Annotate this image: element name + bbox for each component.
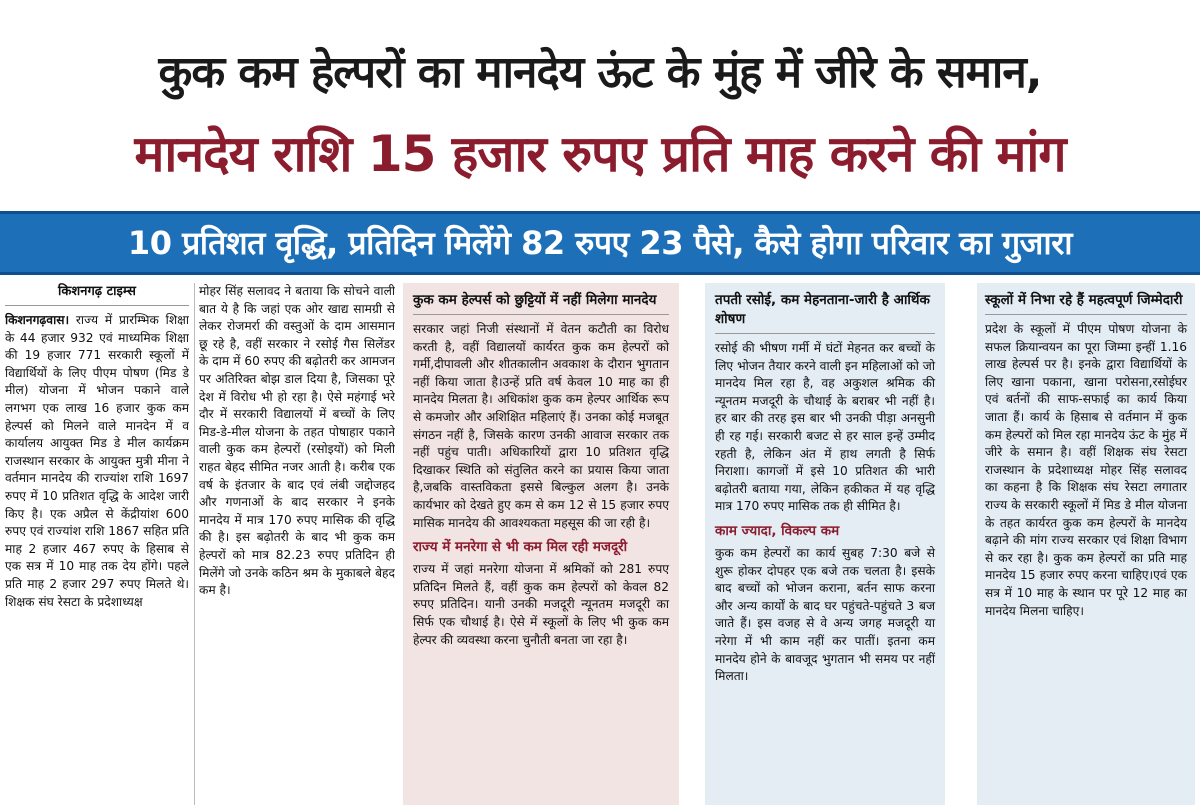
subheadline-band <box>0 211 1200 275</box>
column-1-text: राज्य में प्रारम्भिक शिक्षा के 44 हजार 932 एवं माध्यमिक शिक्षा की 19 हजार 771 सरकारी स्कूलों में विद्यार्थियों के लिए पीएम पोषण (मिड डे मील) योजना में भोजन पकाने वाले लगभग एक लाख 16 हजार कुक कम हेल्पर्स को मिलने वाले मानदेन में व कार्यालय आयुक्त मिड डे मील कार्यक्रम राजस्थान सरकार के आयुक्त मुत्री मीना ने वर्तमान मानदेय की राज्यांश राशि 1697 रुपए में 10 प्रतिशत वृद्धि के आदेश जारी किए है। एक अप्रैल से केंद्रीयांश 600 रुपए एवं राज्यांश राशि 1867 सहित प्रति माह 2 हजार 467 रुपए के हिसाब से एक सत्र में 10 माह तक देय होंगे। पहले प्रति माह 2 हजार 297 रुपए मिलते थे। शिक्षक संघ रेसटा के प्रदेशाध्यक्ष <box>5 313 189 609</box>
column-1 <box>5 283 189 805</box>
box-kitchen-body: रसोई की भीषण गर्मी में घंटों मेहनत कर बच्चों के लिए भोजन तैयार करने वाली इन महिलाओं को जो मानदेय मिल रहा है, वह अकुशल श्रमिक की न्यूनतम मजदूरी के चौथाई के बराबर भी नहीं है। हर बार की तरह इस बार भी उनकी पीड़ा अनसुनी ही रह गई। सरकारी बजट से हर साल इन्हें उम्मीद रहती है, लेकिन अंत में हाथ लगती है सिर्फ निराशा। कागजों में इसे 10 प्रतिशत की भारी बढ़ोतरी बताया गया, लेकिन हकीकत में यह वृद्धि मात्र 170 रुपए मासिक तक ही सीमित है। <box>715 341 935 514</box>
box-mnrega-body: राज्य में जहां मनरेगा योजना में श्रमिकों को 281 रुपए प्रतिदिन मिलते हैं, वहीं कुक कम हेल्परों को केवल 82 रुपए प्रतिदिन। यानी उनकी मजदूरी न्यूनतम मजदूरी का सिर्फ एक चौथाई है। ऐसे में स्कूलों के लिए भी कुक कम हेल्पर की व्यवस्था करना चुनौती बनता जा रहा है। <box>413 562 669 647</box>
subheadline: 10 प्रतिशत वृद्धि, प्रतिदिन मिलेंगे 82 रुपए 23 पैसे, कैसे होगा परिवार का गुजारा <box>127 224 1073 262</box>
box-workload-body: कुक कम हेल्परों का कार्य सुबह 7:30 बजे से शुरू होकर दोपहर एक बजे तक चलता है। इसके बाद बच्चों को भोजन कराना, बर्तन साफ करना और अन्य कार्यों के बाद घर पहुंचते-पहुंचते 3 बज जाते हैं। इस वजह से वे अन्य जगह मजदूरी या नरेगा में भी काम नहीं कर पातीं। इतना कम मानदेय होने के बावजूद भुगतान भी समय पर नहीं मिलता। <box>715 545 935 684</box>
box-rule <box>715 333 935 334</box>
box-kitchen-heading: तपती रसोई, कम मेहनताना-जारी है आर्थिक शोषण <box>715 292 930 327</box>
headline-line-1: कुक कम हेल्परों का मानदेय ऊंट के मुंह में जीरे के समान, <box>158 47 1042 98</box>
box-workload-heading: काम ज्यादा, विकल्प कम <box>715 522 840 539</box>
box-mnrega-heading: राज्य में मनरेगा से भी कम मिल रही मजदूरी <box>413 539 628 556</box>
byline: किशनगढ़ टाइम्स <box>58 284 136 299</box>
box-responsibility-heading: स्कूलों में निभा रहे हैं महत्वपूर्ण जिम्मेदारी <box>985 292 1183 308</box>
column-2-body: मोहर सिंह सलावद ने बताया कि सोचने वाली बात ये है कि जहां एक ओर खाद्य सामग्री से लेकर रोजमर्रा की वस्तुओं के दाम आसमान छू रहे है, वहीं सरकार ने रसोई गैस सिलेंडर के दाम में 60 रुपए की बढ़ोतरी कर आमजन पर अतिरिक्त बोझ डाल दिया है, जिसका पूरे देश में विरोध भी हो रहा है। ऐसे महंगाई भरे दौर में सरकारी विद्यालयों में बच्चों के लिए मिड-डे-मील योजना के तहत पोषाहार पकाने वाली कुक कम हेल्परों (रसोइयों) को मिली राहत बेहद सीमित नजर आती है। करीब एक वर्ष के इंतजार के बाद एवं लंबी जद्दोजहद और गणनाओं के बाद सरकार ने इनके मानदेय में मात्र 170 रुपए मासिक की वृद्धि की है। इस बढ़ोतरी के बाद भी कुक कम हेल्परों को मात्र 82.23 रुपए प्रतिदिन ही मिलेंगे जो उनके कठिन श्रम के मुकाबले बेहद कम है। <box>199 284 395 598</box>
dateline: किशनगढ़वास। <box>5 313 70 327</box>
column-divider <box>194 283 195 805</box>
box-holidays <box>403 283 679 805</box>
byline-rule <box>5 305 189 306</box>
box-rule <box>413 314 669 315</box>
headline-line-2: मानदेय राशि 15 हजार रुपए प्रति माह करने की मांग <box>134 125 1066 183</box>
box-kitchen <box>705 283 945 805</box>
column-1-body <box>5 312 189 611</box>
box-holidays-body: सरकार जहां निजी संस्थानों में वेतन कटौती का विरोध करती है, वहीं विद्यालयों कार्यरत कुक कम हेल्परों को गर्मी,दीपावली और शीतकालीन अवकाश के दौरान भुगतान नहीं किया जाता है।उन्हें प्रति वर्ष केवल 10 माह का ही मानदेय मिलता है। अधिकांश कुक कम हेल्पर आर्थिक रूप से कमजोर और अशिक्षित महिलाएं हैं। उनका कोई मजबूत संगठन नहीं है, जिसके कारण उनकी आवाज सरकार तक नहीं पहुंच पाती। अधिकारियों द्वारा 10 प्रतिशत वृद्धि दिखाकर स्थिति को संतुलित करने का प्रयास किया जाता है,जबकि वास्तविकता इससे बिल्कुल अलग है। उनके कार्यभार को देखते हुए कम से कम 12 से 15 हजार रुपए मासिक मानदेय की आवश्यकता महसूस की जा रही है। <box>413 322 669 530</box>
box-responsibility-body: प्रदेश के स्कूलों में पीएम पोषण योजना के सफल क्रियान्वयन का पूरा जिम्मा इन्हीं 1.16 लाख हेल्पर्स पर है। इनके द्वारा विद्यार्थियों के लिए खाना पकाना, खाना परोसना,रसोईघर एवं बर्तनों की साफ-सफाई का कार्य किया जाता हैं। कार्य के हिसाब से वर्तमान में कुक कम हेल्परों को मिल रहा मानदेय ऊंट के मुंह में जीरे के समान है। वहीं शिक्षक संघ रेसटा राजस्थान के प्रदेशाध्यक्ष मोहर सिंह सलावद का कहना है कि शिक्षक संघ रेसटा लगातार राज्य के सरकारी स्कूलों में मिड डे मील योजना के तहत कार्यरत कुक कम हेल्परों के मानदेय बढ़ाने की मांग राज्य सरकार एवं शिक्षा विभाग से कर रहा है। कुक कम हेल्परों का प्रति माह मानदेय 15 हजार रुपए करना चाहिए।एवं एक सत्र में 10 माह के स्थान पर पूरे 12 माह का मानदेय मिलना चाहिए। <box>985 322 1187 618</box>
box-rule <box>985 314 1187 315</box>
column-2 <box>199 283 395 805</box>
box-holidays-heading: कुक कम हेल्पर्स को छुट्टियों में नहीं मिलेगा मानदेय <box>413 292 657 308</box>
box-responsibility <box>977 283 1195 805</box>
